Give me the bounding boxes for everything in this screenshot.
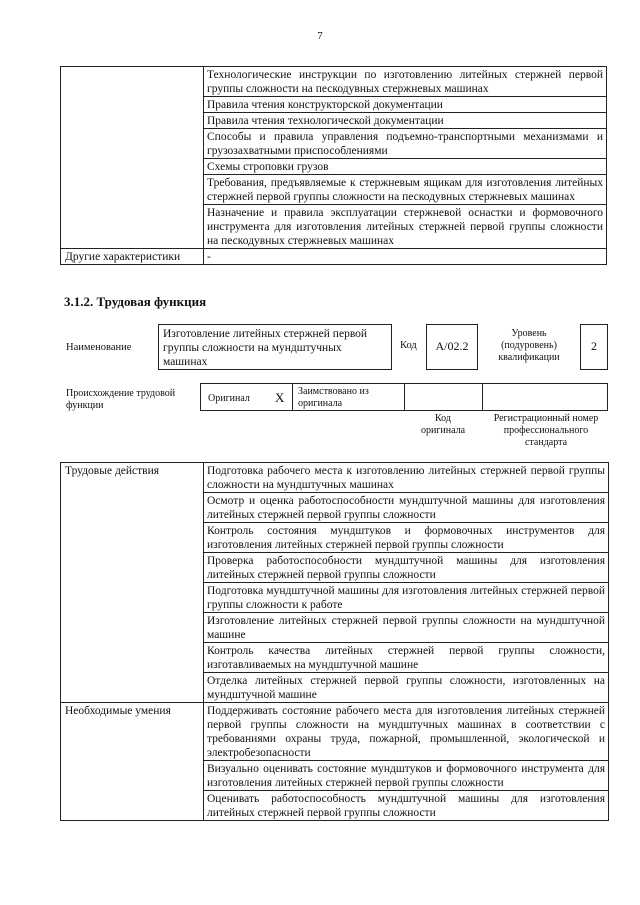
table-cell: Осмотр и оценка работоспособности мундштучной машины для изготовления литейных стержней первой группы сложности bbox=[204, 493, 609, 523]
table-cell: Отделка литейных стержней первой группы сложности, изготовленных на мундштучной машине bbox=[204, 673, 609, 703]
table-row bbox=[61, 249, 607, 265]
original-mark: Х bbox=[275, 390, 285, 405]
page-number: 7 bbox=[317, 30, 323, 42]
origin-divider bbox=[404, 383, 405, 411]
table-cell: Контроль качества литейных стержней первой группы сложности, изготавливаемых на мундштучной машине bbox=[204, 643, 609, 673]
level-label: Уровень (подуровень) квалификации bbox=[498, 328, 560, 363]
borrowed-label: Заимствовано из оригинала bbox=[298, 386, 369, 409]
table-cell: Поддерживать состояние рабочего места для изготовления литейных стержней первой группы сложности на мундштучных машинах в соответствии с требованиями охраны труда, пожарной, промышленной, экологической и электробезопасности bbox=[204, 703, 609, 761]
table-cell: Подготовка мундштучной машины для изготовления литейных стержней первой группы сложности к работе bbox=[204, 583, 609, 613]
table-cell: Подготовка рабочего места к изготовлению литейных стержней первой группы сложности на мундштучных машинах bbox=[204, 463, 609, 493]
table-cell: Изготовление литейных стержней первой группы сложности на мундштучной машине bbox=[204, 613, 609, 643]
function-table bbox=[60, 462, 609, 821]
code-label: Код bbox=[400, 340, 417, 351]
table-cell: Проверка работоспособности мундштучной машины для изготовления литейных стержней первой группы сложности bbox=[204, 553, 609, 583]
table-cell: Назначение и правила эксплуатации стержневой оснастки и формовочного инструмента для изготовления литейных стержней первой группы сложности на пескодувных стержневых машинах bbox=[204, 205, 607, 249]
actions-label: Трудовые действия bbox=[61, 463, 204, 703]
code-box bbox=[426, 324, 478, 370]
level-value: 2 bbox=[591, 339, 597, 353]
name-label: Наименование bbox=[66, 342, 132, 353]
table-cell: Технологические инструкции по изготовлению литейных стержней первой группы сложности на пескодувных стержневых машинах bbox=[204, 67, 607, 97]
origin-divider bbox=[292, 383, 293, 411]
code-original-label: Код оригинала bbox=[420, 413, 466, 436]
table-cell: Оценивать работоспособность мундштучной машины для изготовления литейных стержней первой группы сложности bbox=[204, 791, 609, 821]
code-value: А/02.2 bbox=[435, 339, 469, 353]
other-characteristics-label: Другие характеристики bbox=[61, 249, 204, 265]
origin-divider bbox=[482, 383, 483, 411]
original-label: Оригинал bbox=[208, 393, 250, 404]
table-row bbox=[61, 463, 609, 493]
table-cell: Контроль состояния мундштуков и формовочных инструментов для изготовления литейных стержней первой группы сложности bbox=[204, 523, 609, 553]
table-cell: Визуально оценивать состояние мундштуков и формовочного инструмента для изготовления литейных стержней первой группы сложности bbox=[204, 761, 609, 791]
table-cell: Правила чтения конструкторской документации bbox=[204, 97, 607, 113]
section-title: 3.1.2. Трудовая функция bbox=[64, 294, 207, 309]
level-box bbox=[580, 324, 608, 370]
knowledge-label-cell bbox=[61, 67, 204, 249]
table-cell: Требования, предъявляемые к стержневым ящикам для изготовления литейных стержней первой группы сложности на пескодувных стержневых машинах bbox=[204, 175, 607, 205]
skills-label: Необходимые умения bbox=[61, 703, 204, 821]
other-characteristics-value: - bbox=[204, 249, 607, 265]
table-cell: Способы и правила управления подъемно-транспортными механизмами и грузозахватными приспособлениями bbox=[204, 129, 607, 159]
table-row bbox=[61, 67, 607, 97]
table-row bbox=[61, 703, 609, 761]
knowledge-table bbox=[60, 66, 607, 265]
origin-label: Происхождение трудовой функции bbox=[66, 388, 176, 411]
reg-number-label: Регистрационный номер профессионального стандарта bbox=[493, 413, 599, 448]
table-cell: Схемы строповки грузов bbox=[204, 159, 607, 175]
function-name-box bbox=[158, 324, 392, 370]
function-name-value: Изготовление литейных стержней первой группы сложности на мундштучных машинах bbox=[163, 328, 368, 368]
table-cell: Правила чтения технологической документации bbox=[204, 113, 607, 129]
